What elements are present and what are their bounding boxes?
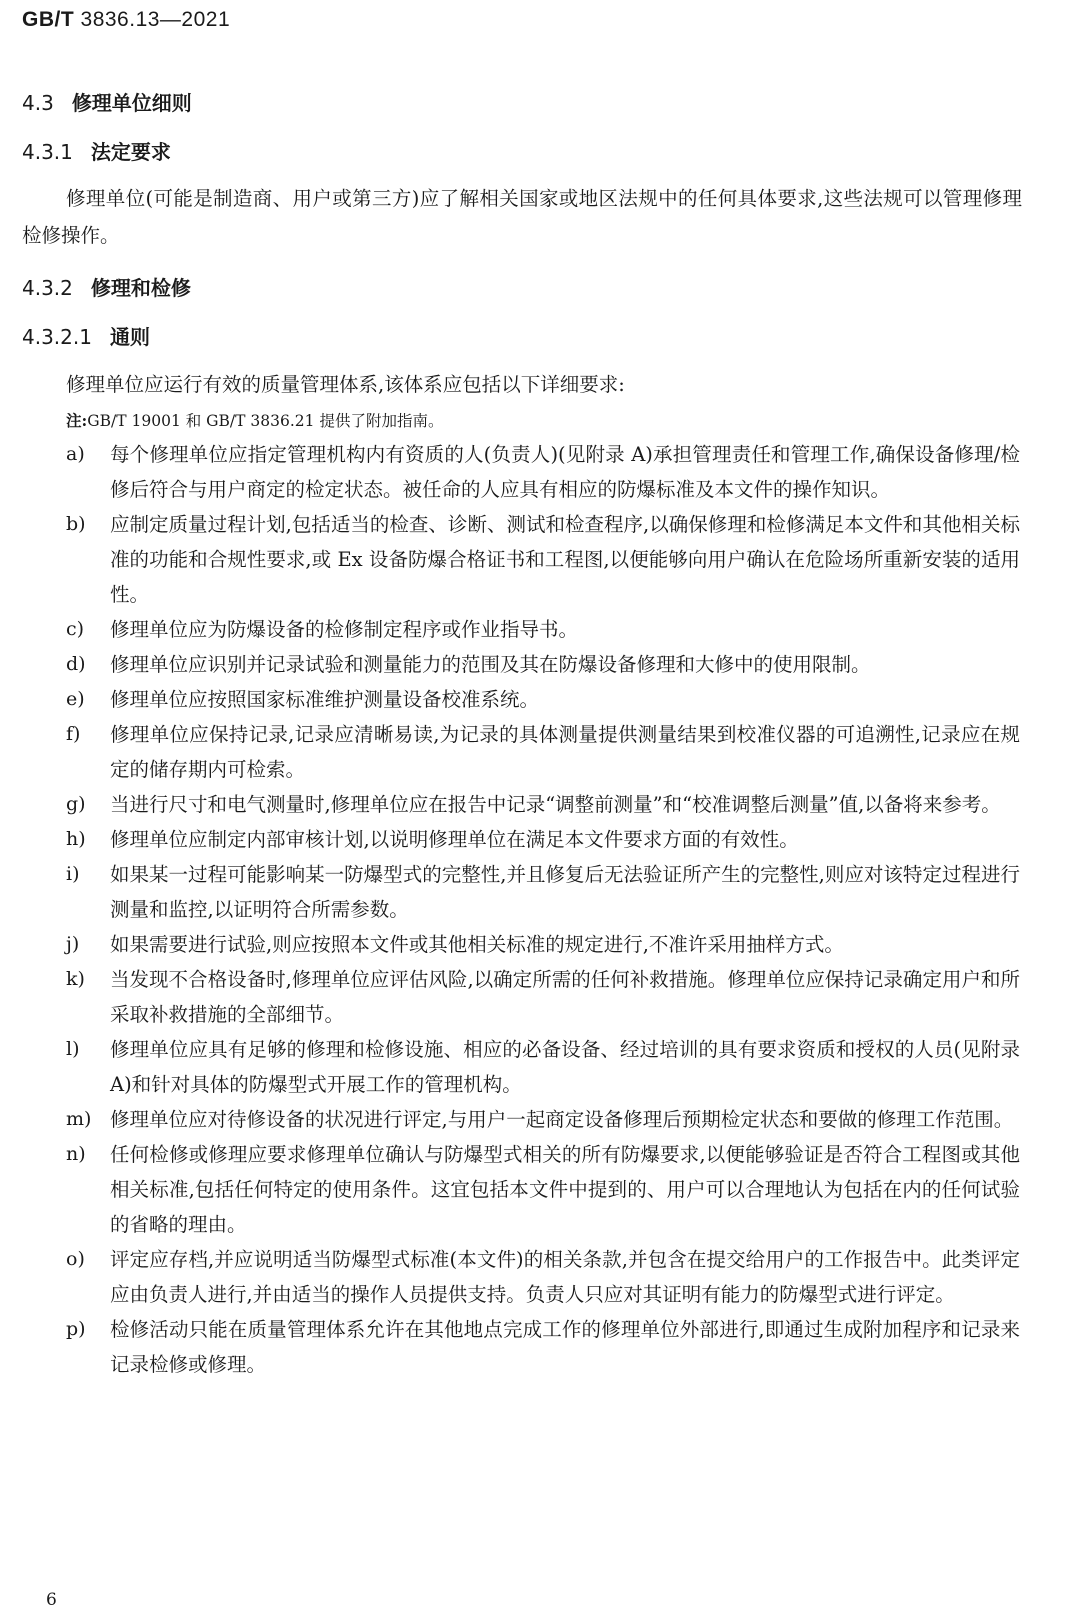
list-item-marker: m) <box>66 1108 92 1130</box>
list-item <box>0 857 1080 927</box>
section-4-3-1-paragraph: 修理单位(可能是制造商、用户或第三方)应了解相关国家或地区法规中的任何具体要求,这些法规可以管理修理检修操作。 <box>22 187 1022 247</box>
list-item-marker: a) <box>66 443 85 465</box>
list-item <box>0 437 1080 507</box>
list-item-text: 任何检修或修理应要求修理单位确认与防爆型式相关的所有防爆要求,以便能够验证是否符合工程图或其他相关标准,包括任何特定的使用条件。这宜包括本文件中提到的、用户可以合理地认为包括在内的任何试验的省略的理由。 <box>110 1143 1020 1236</box>
requirements-list <box>0 437 1080 1382</box>
list-item-marker: g) <box>66 793 86 815</box>
list-item-marker: j) <box>66 933 80 955</box>
list-item-marker: c) <box>66 618 85 640</box>
section-number: 4.3.2.1 <box>22 325 92 349</box>
section-title: 法定要求 <box>90 140 171 164</box>
section-4-3-heading <box>22 87 192 116</box>
list-item-text: 修理单位应为防爆设备的检修制定程序或作业指导书。 <box>110 618 579 641</box>
section-4-3-1-heading <box>22 136 171 165</box>
list-item-marker: k) <box>66 968 85 990</box>
section-title: 修理单位细则 <box>71 91 192 115</box>
note-label: 注: <box>66 411 88 430</box>
list-item <box>0 1032 1080 1102</box>
list-item-text: 每个修理单位应指定管理机构内有资质的人(负责人)(见附录 A)承担管理责任和管理工作,确保设备修理/检修后符合与用户商定的检定状态。被任命的人应具有相应的防爆标准及本文件的操作知识。 <box>110 443 1020 501</box>
list-item-text: 修理单位应识别并记录试验和测量能力的范围及其在防爆设备修理和大修中的使用限制。 <box>110 653 871 676</box>
list-item-text: 修理单位应制定内部审核计划,以说明修理单位在满足本文件要求方面的有效性。 <box>110 828 799 851</box>
list-item-marker: i) <box>66 863 80 885</box>
list-item-marker: n) <box>66 1143 86 1165</box>
list-item-text: 修理单位应具有足够的修理和检修设施、相应的必备设备、经过培训的具有要求资质和授权的人员(见附录 A)和针对具体的防爆型式开展工作的管理机构。 <box>110 1038 1020 1096</box>
note-text: GB/T 19001 和 GB/T 3836.21 提供了附加指南。 <box>87 412 444 430</box>
list-item-marker: e) <box>66 688 85 710</box>
section-title: 修理和检修 <box>90 276 191 300</box>
list-item-text: 应制定质量过程计划,包括适当的检查、诊断、测试和检查程序,以确保修理和检修满足本文件和其他相关标准的功能和合规性要求,或 Ex 设备防爆合格证书和工程图,以便能够向用户确认在危险场所重新安装的适用性。 <box>110 513 1020 606</box>
list-item <box>0 1137 1080 1242</box>
section-number: 4.3.2 <box>22 276 73 300</box>
list-item <box>0 787 1080 822</box>
list-item-marker: l) <box>66 1038 80 1060</box>
list-item-text: 当发现不合格设备时,修理单位应评估风险,以确定所需的任何补救措施。修理单位应保持记录确定用户和所采取补救措施的全部细节。 <box>110 968 1020 1026</box>
list-item-text: 如果某一过程可能影响某一防爆型式的完整性,并且修复后无法验证所产生的完整性,则应对该特定过程进行测量和监控,以证明符合所需参数。 <box>110 863 1020 921</box>
section-number: 4.3 <box>22 91 54 115</box>
note <box>66 409 443 431</box>
list-item-marker: b) <box>66 513 86 535</box>
list-item-text: 修理单位应保持记录,记录应清晰易读,为记录的具体测量提供测量结果到校准仪器的可追溯性,记录应在规定的储存期内可检索。 <box>110 723 1020 781</box>
section-4-3-2-1-heading <box>22 321 150 350</box>
list-item-marker: d) <box>66 653 86 675</box>
list-item <box>0 717 1080 787</box>
list-item <box>0 927 1080 962</box>
list-item <box>0 822 1080 857</box>
list-item-text: 修理单位应对待修设备的状况进行评定,与用户一起商定设备修理后预期检定状态和要做的修理工作范围。 <box>110 1108 1014 1131</box>
standard-prefix: GB/T <box>22 8 75 31</box>
list-item-text: 如果需要进行试验,则应按照本文件或其他相关标准的规定进行,不准许采用抽样方式。 <box>110 933 844 956</box>
list-item <box>0 1102 1080 1137</box>
list-item-marker: p) <box>66 1318 86 1340</box>
list-item <box>0 1242 1080 1312</box>
section-number: 4.3.1 <box>22 140 73 164</box>
list-item-text: 当进行尺寸和电气测量时,修理单位应在报告中记录“调整前测量”和“校准调整后测量”值,以备将来参考。 <box>110 793 1001 816</box>
section-title: 通则 <box>109 325 150 349</box>
list-item-marker: o) <box>66 1248 85 1270</box>
list-item <box>0 1312 1080 1382</box>
list-item <box>0 962 1080 1032</box>
list-item <box>0 507 1080 612</box>
list-item-text: 检修活动只能在质量管理体系允许在其他地点完成工作的修理单位外部进行,即通过生成附加程序和记录来记录检修或修理。 <box>110 1318 1020 1376</box>
list-item-marker: f) <box>66 723 81 745</box>
section-4-3-2-1-paragraph: 修理单位应运行有效的质量管理体系,该体系应包括以下详细要求: <box>66 373 625 396</box>
list-item <box>0 647 1080 682</box>
list-item-text: 评定应存档,并应说明适当防爆型式标准(本文件)的相关条款,并包含在提交给用户的工作报告中。此类评定应由负责人进行,并由适当的操作人员提供支持。负责人只应对其证明有能力的防爆型式进行评定。 <box>110 1248 1020 1306</box>
list-item-text: 修理单位应按照国家标准维护测量设备校准系统。 <box>110 688 540 711</box>
section-4-3-2-heading <box>22 272 191 301</box>
standard-code: 3836.13—2021 <box>80 8 231 31</box>
list-item <box>0 682 1080 717</box>
standard-number <box>22 8 230 32</box>
list-item <box>0 612 1080 647</box>
page-number: 6 <box>46 1590 57 1610</box>
list-item-marker: h) <box>66 828 86 850</box>
